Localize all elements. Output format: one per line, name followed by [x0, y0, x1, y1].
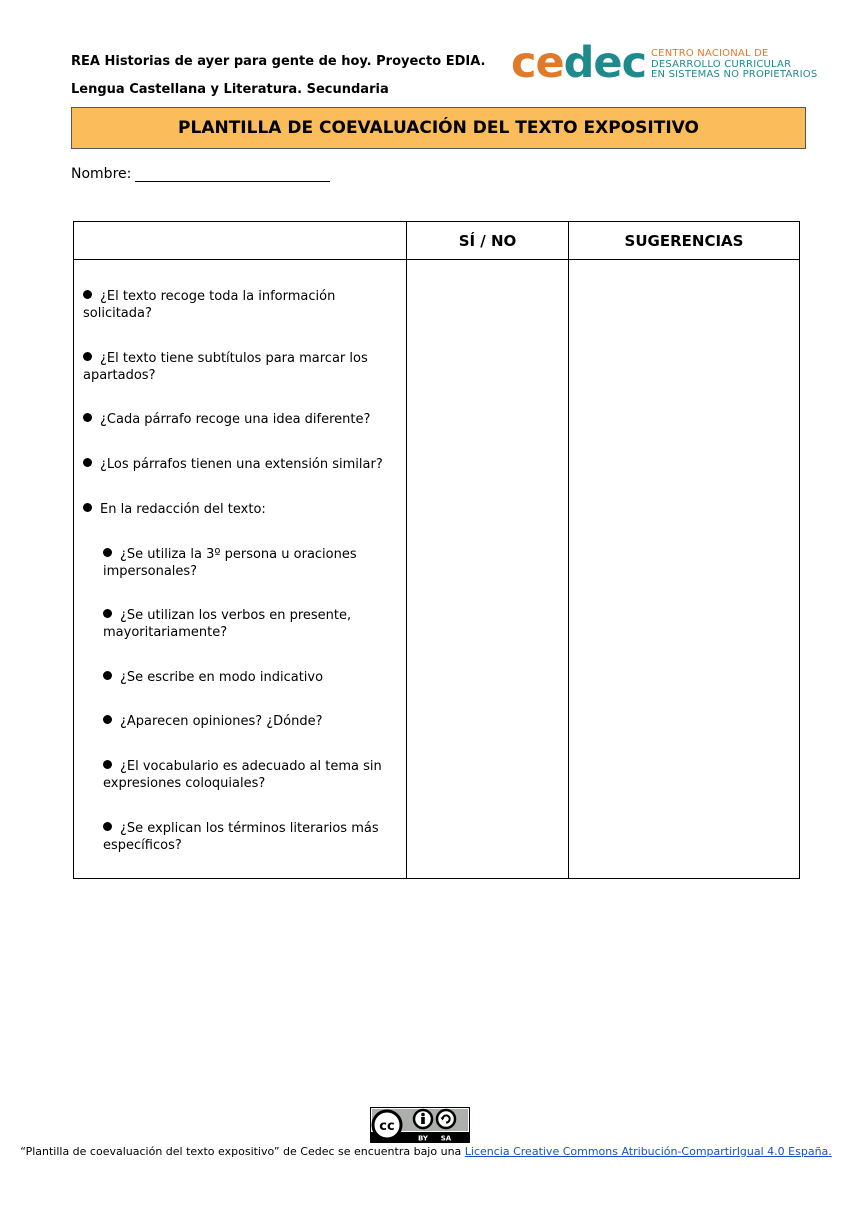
footer-text-main: “Plantilla de coevaluación del texto expositivo” de Cedec se encuentra bajo una: [20, 1145, 462, 1158]
logo-subtitle: CENTRO NACIONAL DE DESARROLLO CURRICULAR EN SISTEMAS NO PROPIETARIOS: [651, 48, 818, 80]
list-item: ¿Los párrafos tienen una extensión similar?: [83, 456, 403, 473]
bullet-icon: [83, 352, 92, 361]
bullet-icon: [103, 715, 112, 724]
list-item: En la redacción del texto:: [83, 501, 383, 518]
table-body-row: [74, 260, 800, 879]
header-line-2: Lengua Castellana y Literatura. Secundaria: [71, 82, 389, 97]
name-field: [71, 165, 330, 182]
list-item: ¿Se utilizan los verbos en presente, mayoritariamente?: [103, 608, 352, 640]
cc-by-sa-icon: [371, 1108, 469, 1142]
bullet-icon: [103, 760, 112, 769]
svg-text:SA: SA: [440, 1134, 452, 1142]
table-header-row: [74, 222, 800, 260]
bullet-icon: [83, 413, 92, 422]
bullet-icon: [103, 548, 112, 557]
list-item: ¿El texto recoge toda la información solicitada?: [83, 289, 336, 321]
header-sugerencias: SUGERENCIAS: [569, 222, 800, 260]
license-link[interactable]: Licencia Creative Commons Atribución-CompartirIgual 4.0 España.: [464, 1145, 832, 1158]
bullet-icon: [103, 609, 112, 618]
footer-license-text: [0, 1145, 852, 1158]
logo-wordmark: cedec: [511, 38, 647, 88]
list-item: ¿El vocabulario es adecuado al tema sin expresiones coloquiales?: [103, 759, 382, 791]
header-line-1: REA Historias de ayer para gente de hoy. Proyecto EDIA.: [71, 54, 486, 69]
page-title: PLANTILLA DE COEVALUACIÓN DEL TEXTO EXPOSITIVO: [71, 107, 806, 149]
name-label: Nombre:: [71, 166, 132, 182]
evaluation-table: [73, 221, 800, 879]
bullet-icon: [83, 503, 92, 512]
list-item: ¿El texto tiene subtítulos para marcar los apartados?: [83, 351, 368, 383]
header-criteria: [74, 222, 407, 260]
bullet-icon: [83, 458, 92, 467]
bullet-icon: [103, 822, 112, 831]
svg-text:cc: cc: [379, 1119, 395, 1134]
list-item: ¿Aparecen opiniones? ¿Dónde?: [103, 713, 393, 730]
sugerencias-cell[interactable]: [569, 260, 800, 879]
list-item: ¿Se utiliza la 3º persona u oraciones impersonales?: [103, 547, 357, 579]
document-header: [71, 48, 485, 104]
header-si-no: SÍ / NO: [407, 222, 569, 260]
criteria-cell: [74, 260, 407, 879]
list-item: ¿Se escribe en modo indicativo: [103, 669, 393, 686]
si-no-cell[interactable]: [407, 260, 569, 879]
name-blank-line[interactable]: [135, 165, 330, 182]
list-item: ¿Se explican los términos literarios más específicos?: [103, 821, 379, 853]
list-item: ¿Cada párrafo recoge una idea diferente?: [83, 411, 393, 428]
svg-text:BY: BY: [417, 1134, 429, 1142]
cc-license-badge: [370, 1107, 470, 1143]
bullet-icon: [83, 290, 92, 299]
bullet-icon: [103, 671, 112, 680]
